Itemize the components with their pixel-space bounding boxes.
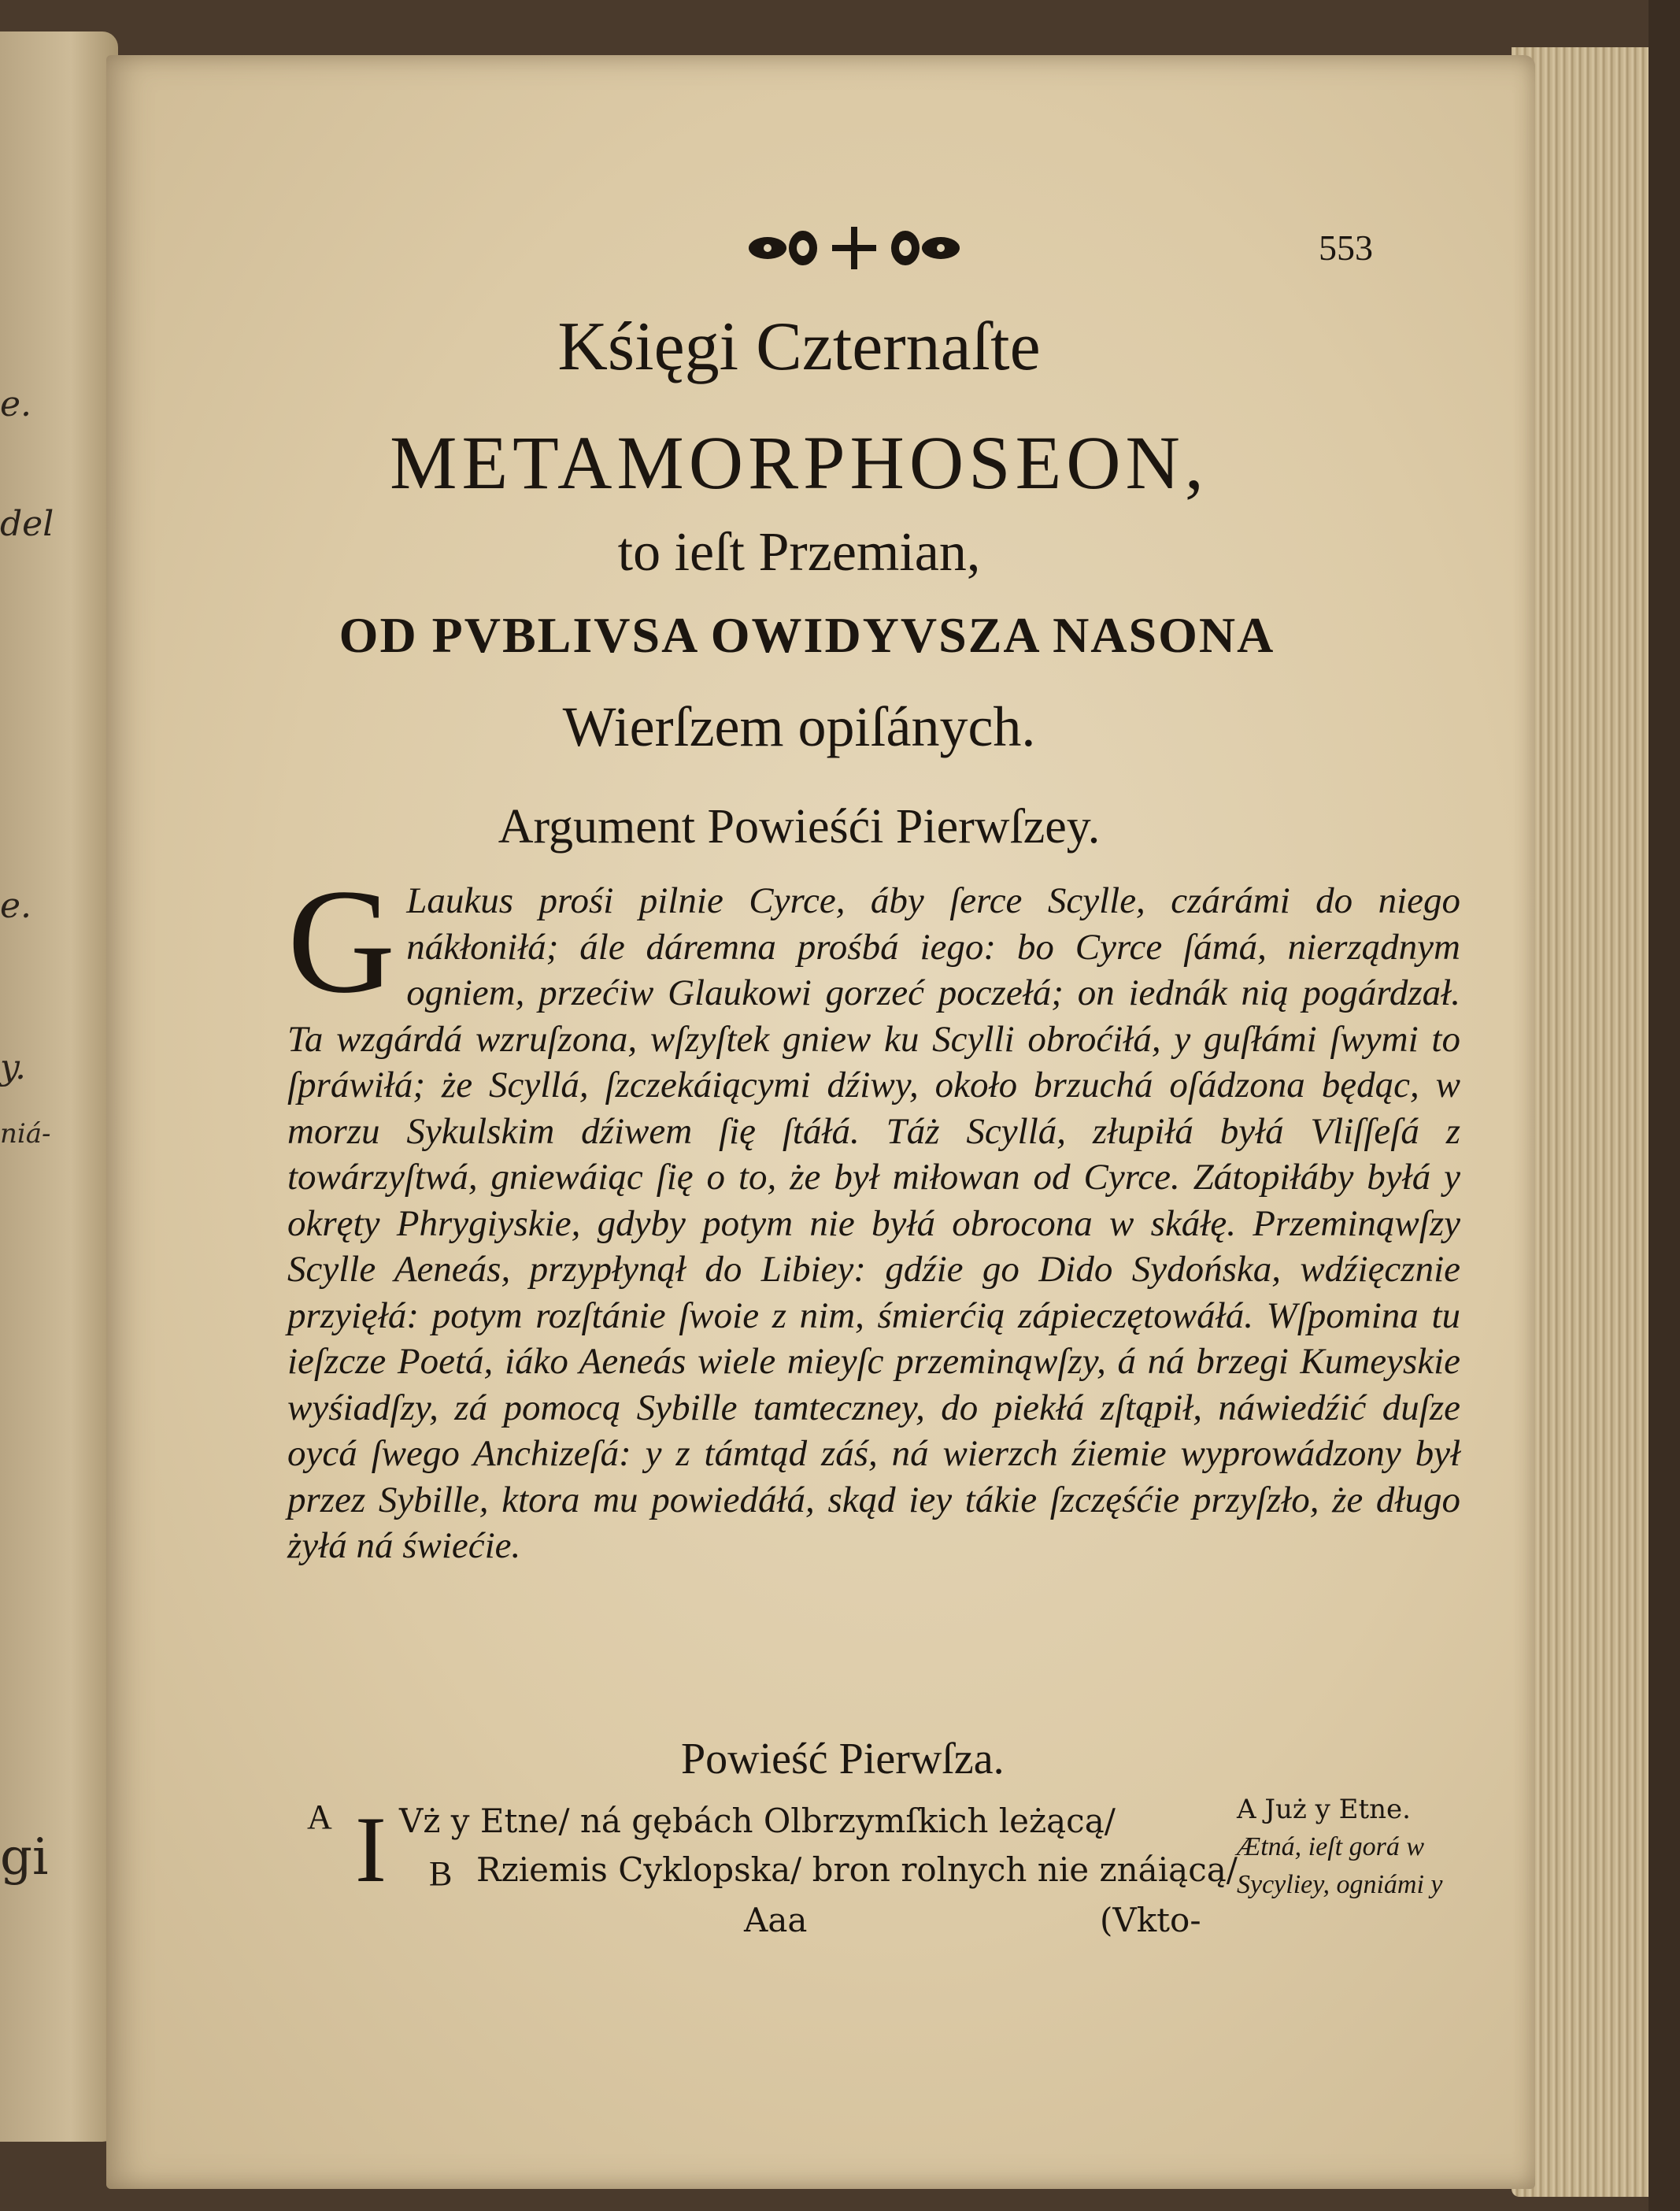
verse-drop-cap: I — [355, 1797, 387, 1902]
fragment-6: gi — [0, 1828, 49, 1887]
fragment-5: niá- — [0, 1118, 51, 1150]
work-title: METAMORPHOSEON, — [390, 420, 1208, 505]
verse-line-2: Rziemis Cyklopska/ bron rolnych nie znáiącą/ — [476, 1850, 1238, 1889]
author-line: OD PVBLIVSA OWIDYVSZA NASONA — [339, 607, 1275, 663]
argument-text: Laukus prośi pilnie Cyrce, áby ſerce Scylle, czárámi do niego nákłoniłá; ále dáremna prośbá iego: bo Cyrce ſámá, nierządnym ogniem, przećiw Glaukowi gorzeć poczełá; on iednák nią pogárdzał. Ta wzgárdá wzruſzona, wſzyſtek gniew ku Scylli obroćiłá, y guſłámi ſwymi to ſpráwiłá; że Scyllá, ſzczekáiącymi dźiwy, około brzuchá oſádzona będąc, w morzu Sykulskim dźiwem ſię ſtáłá. Táż Scyllá, złupiłá byłá Vliſſeſá z towárzyſtwá, gniewáiąc ſię o to, że był miłowan od Cyrce. Zátopiłáby byłá y okręty Phrygiyskie, gdyby potym nie byłá obrocona w skáłę. Przeminąwſzy Scylle Aeneás, przypłynął do Libiey: gdźie go Dido Sydońska, wdźięcznie przyięłá: potym rozſtánie ſwoie z nim, śmierćią zápieczętowáłá. Wſpomina tu ieſzcze Poetá, iáko Aeneás wiele mieyſc przeminąwſzy, á ná brzegi Kumeyskie wyśiadſzy, zá pomocą Sybille tamteczney, do piekłá zſtąpił, náwiedźić duſze oycá ſwego Anchizeſá: y z támtąd záś, ná wierzch źiemie wyprowádzony był przez Sybille, ktora mu powiedáłá, skąd iey tákie ſzczęśćie przyſzło, że długo żyłá ná świećie. — [287, 880, 1460, 1566]
fragment-1: e. — [0, 384, 32, 424]
book-page — [106, 55, 1535, 2189]
verse-line-1: Vż y Etne/ ná gębách Olbrzymſkich leżącą/ — [399, 1802, 1116, 1840]
fragment-2: del — [0, 504, 54, 544]
marginal-letter-a: A — [307, 1798, 332, 1836]
margin-note-head: A Już y Etne. — [1237, 1794, 1411, 1825]
ornament-icon — [744, 220, 964, 276]
left-page-fragments — [0, 0, 110, 2211]
signature-mark: Aaa — [744, 1901, 808, 1939]
catchword: (Vkto- — [1100, 1901, 1201, 1939]
marginal-letter-b: B — [429, 1854, 453, 1893]
fragment-4: y. — [0, 1047, 26, 1087]
fragment-3: e. — [0, 886, 32, 926]
argument-paragraph — [287, 859, 1460, 1569]
work-subtitle: to ieſt Przemian, — [617, 522, 981, 583]
book-cover-edge — [1649, 0, 1680, 2211]
argument-title: Argument Powieśći Pierwſzey. — [498, 800, 1101, 854]
margin-note — [1237, 1791, 1473, 1904]
page-number: 553 — [1319, 228, 1373, 268]
margin-note-line-1: Ætná, ieſt gorá w — [1237, 1832, 1425, 1861]
margin-note-line-2: Sycyliey, ogniámi y — [1237, 1870, 1443, 1899]
drop-cap: G — [287, 859, 396, 1024]
story-title: Powieść Pierwſza. — [681, 1735, 1005, 1783]
book-heading: Kśięgi Czternaſte — [557, 309, 1041, 385]
verse-note: Wierſzem opiſánych. — [562, 695, 1036, 758]
